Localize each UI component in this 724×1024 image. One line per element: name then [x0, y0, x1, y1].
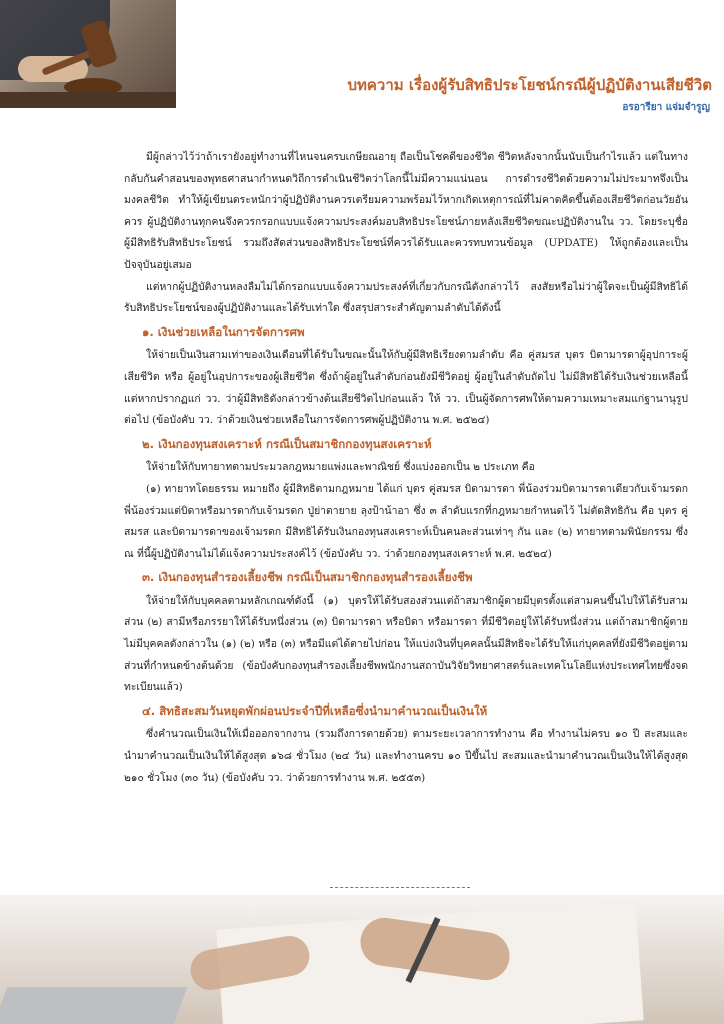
- intro-paragraph-1: มีผู้กล่าวไว้ว่าถ้าเรายังอยู่ทำงานที่ไหนจนครบเกษียณอายุ ถือเป็นโชคดีของชีวิต ชีวิตหลังจากนั้นนับเป็นกำไรแล้ว แต่ในทางกลับกันคำสอนของพุทธศาสนากำหนดวิถีการดำเนินชีวิตว่าโลกนี้ไม่มีความแน่นอน การดำรงชีวิตด้วยความไม่ประมาทจึงเป็นมงคลชีวิต ทำให้ผู้เขียนตระหนักว่าผู้ปฏิบัติงานควรเตรียมความพร้อมไว้หากเกิดเหตุการณ์ที่ไม่คาดคิดขึ้นต้องเสียชีวิตก่อนวัยอันควร ผู้ปฏิบัติงานทุกคนจึงควรกรอกแบบแจ้งความประสงค์มอบสิทธิประโยชน์ภายหลังเสียชีวิตขณะปฏิบัติงานใน วว. โดยระบุชื่อผู้มีสิทธิรับสิทธิประโยชน์ รวมถึงสัดส่วนของสิทธิประโยชน์ที่ควรได้รับและควรทบทวนข้อมูล (UPDATE) ให้ถูกต้องและเป็นปัจจุบันอยู่เสมอ: [124, 151, 688, 271]
- section-4-paragraph: ซึ่งคำนวณเป็นเงินให้เมื่อออกจากงาน (รวมถึงการตายด้วย) ตามระยะเวลาการทำงาน คือ ทำงานไม่ครบ ๑๐ ปี สะสมและนำมาคำนวณเป็นเงินให้ได้สูงสุด ๑๖๘ ชั่วโมง (๒๔ วัน) และทำงานครบ ๑๐ ปีขึ้นไป สะสมและนำมาคำนวณเป็นเงินให้ได้สูงสุด ๒๑๐ ชั่วโมง (๓๐ วัน) (ข้อบังคับ วว. ว่าด้วยการทำงาน พ.ศ. ๒๕๕๓): [124, 728, 688, 784]
- article-title: บทความ เรื่องผู้รับสิทธิประโยชน์กรณีผู้ปฏิบัติงานเสียชีวิต: [347, 76, 712, 94]
- header-gavel-photo: [0, 0, 176, 108]
- section-2-title: ๒. เงินกองทุนสงเคราะห์ กรณีเป็นสมาชิกกองทุนสงเคราะห์: [142, 436, 432, 451]
- section-2-paragraph-2: (๑) ทายาทโดยธรรม หมายถึง ผู้มีสิทธิตามกฎหมาย ได้แก่ บุตร คู่สมรส บิดามารดา พี่น้องร่วมบิดามารดาเดียวกับเจ้ามรดก พี่น้องร่วมแต่บิดาหรือมารดากับเจ้ามรดก ปู่ย่าตายาย ลุงป้าน้าอา ซึ่ง ๓ ลำดับแรกที่กฎหมายกำหนดไว้ ไม่ตัดสิทธิกัน คือ บุตร คู่สมรส และบิดามารดาของเจ้ามรดก มีสิทธิได้รับเงินกองทุนสงเคราะห์เป็นคนละส่วนเท่าๆ กัน และ (๒) ทายาทตามพินัยกรรม ซึ่ง ณ ที่นี้ผู้ปฏิบัติงานไม่ได้แจ้งความประสงค์ไว้ (ข้อบังคับ วว. ว่าด้วยกองทุนสงเคราะห์ พ.ศ. ๒๕๒๔): [124, 482, 688, 560]
- section-2-paragraph-1: ให้จ่ายให้กับทายาทตามประมวลกฎหมายแพ่งและพาณิชย์ ซึ่งแบ่งออกเป็น ๒ ประเภท คือ: [146, 461, 535, 474]
- article-body: [124, 147, 688, 789]
- laptop-shape: [0, 987, 187, 1024]
- section-3-title: ๓. เงินกองทุนสำรองเลี้ยงชีพ กรณีเป็นสมาชิกกองทุนสำรองเลี้ยงชีพ: [142, 570, 473, 585]
- footer-desk-photo: [0, 895, 724, 1024]
- footer-separator: [330, 887, 470, 888]
- section-1-title: ๑. เงินช่วยเหลือในการจัดการศพ: [142, 324, 305, 339]
- table-shape: [0, 92, 176, 108]
- section-3-paragraph: ให้จ่ายให้กับบุคคลตามหลักเกณฑ์ดังนี้ (๑) บุตรให้ได้รับสองส่วนแต่ถ้าสมาชิกผู้ตายมีบุตรตั้งแต่สามคนขึ้นไปให้ได้รับสามส่วน (๒) สามีหรือภรรยาให้ได้รับหนึ่งส่วน (๓) บิดามารดา หรือบิดา หรือมารดา ที่มีชีวิตอยู่ให้ได้รับหนึ่งส่วน แต่ถ้าสมาชิกผู้ตายไม่มีบุคคลดังกล่าวใน (๑) (๒) หรือ (๓) หรือมีแต่ได้ตายไปก่อน ให้แบ่งเงินที่บุคคลนั้นมีสิทธิจะได้รับให้แก่บุคคลที่ยังมีชีวิตอยู่ตามส่วนที่กำหนดข้างต้นด้วย (ข้อบังคับกองทุนสำรองเลี้ยงชีพพนักงานสถาบันวิจัยวิทยาศาสตร์และเทคโนโลยีแห่งประเทศไทยซึ่งจดทะเบียนแล้ว): [124, 594, 688, 694]
- author-name: อรอารียา แจ่มจำรูญ: [622, 102, 710, 113]
- section-1-paragraph: ให้จ่ายเป็นเงินสามเท่าของเงินเดือนที่ได้รับในขณะนั้นให้กับผู้มีสิทธิเรียงตามลำดับ คือ คู่สมรส บุตร บิดามารดาผู้อุปการะผู้เสียชีวิต หรือ ผู้อยู่ในอุปการะของผู้เสียชีวิต ซึ่งถ้าผู้อยู่ในลำดับก่อนยังมีชีวิตอยู่ ผู้อยู่ในลำดับถัดไป ไม่มีสิทธิได้รับเงินช่วยเหลือนี้ แต่หากปรากฏแก่ วว. ว่าผู้มีสิทธิดังกล่าวข้างต้นเสียชีวิตไปก่อนแล้ว ให้ วว. เป็นผู้จัดการศพให้ตามความเหมาะสมแก่ฐานานุรูปต่อไป (ข้อบังคับ วว. ว่าด้วยเงินช่วยเหลือในการจัดการศพผู้ปฏิบัติงาน พ.ศ. ๒๕๒๔): [124, 349, 688, 427]
- intro-paragraph-2: แต่หากผู้ปฏิบัติงานหลงลืมไม่ได้กรอกแบบแจ้งความประสงค์ที่เกี่ยวกับกรณีดังกล่าวไว้ สงสัยหรือไม่ว่าผู้ใดจะเป็นผู้มีสิทธิได้รับสิทธิประโยชน์ของผู้ปฏิบัติงานและได้รับเท่าใด ซึ่งสรุปสาระสำคัญตามลำดับได้ดังนี้: [124, 280, 688, 315]
- section-4-title: ๔. สิทธิสะสมวันหยุดพักผ่อนประจำปีที่เหลือซึ่งนำมาคำนวณเป็นเงินให้: [142, 703, 488, 718]
